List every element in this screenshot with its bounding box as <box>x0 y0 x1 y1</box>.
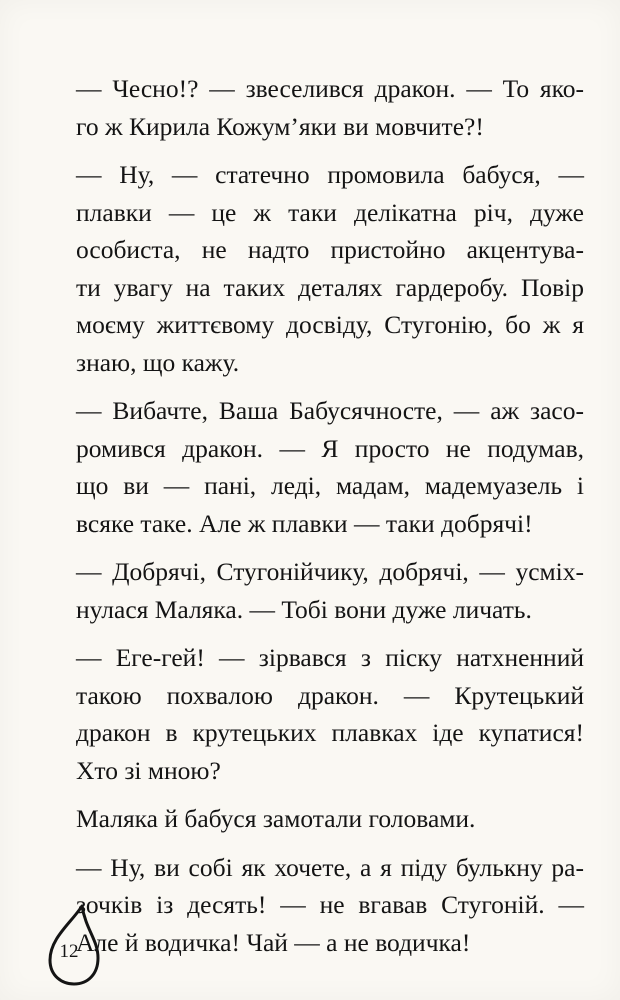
page-number: 12 <box>59 941 79 962</box>
text-line: знаю, що кажу. <box>76 347 240 377</box>
text-line: Але й водичка! Чай — а не водичка! <box>76 927 471 957</box>
body-text <box>76 70 584 972</box>
text-line: ти увагу на таких деталях гардеробу. Повір <box>76 272 584 302</box>
text-line: — Добрячі, Стугонійчику, добрячі, — усміх- <box>76 557 584 586</box>
paragraph-1 <box>76 70 584 145</box>
paragraph-2 <box>76 156 584 381</box>
text-line: — Еге-гей! — зірвався з піску натхненний <box>76 643 584 672</box>
text-line: го ж Кирила Кожум’яки ви мовчите?! <box>76 111 484 141</box>
text-line: Маляка й бабуся замотали головами. <box>76 804 476 833</box>
text-line: дракон в крутецьких плавках іде купатися! <box>76 718 584 747</box>
text-line: Хто зі мною? <box>76 755 221 785</box>
paragraph-6 <box>76 800 584 838</box>
paragraph-7 <box>76 849 584 962</box>
text-line: зочків із десять! — не вгавав Стугоній. — <box>76 890 584 919</box>
text-line: що ви — пані, леді, мадам, мадемуазель і <box>76 471 584 500</box>
text-line: — Ну, — статечно промовила бабуся, — <box>76 160 584 189</box>
text-line: плавки — це ж таки делікатна річ, дуже <box>76 197 584 227</box>
text-line: особиста, не надто пристойно акцентува- <box>76 235 584 264</box>
text-line: всяке таке. Але ж плавки — таки добрячі! <box>76 508 533 538</box>
text-line: — Чесно!? — звеселився дракон. — То яко- <box>76 74 584 103</box>
text-line: — Ну, ви собі як хочете, а я піду булькну ра- <box>76 852 584 882</box>
text-line: такою похвалою дракон. — Крутецький <box>76 680 584 710</box>
text-line: моєму життєвому досвіду, Стугонію, бо ж я <box>76 310 584 339</box>
paragraph-3 <box>76 392 584 542</box>
text-line: — Вибачте, Ваша Бабусячносте, — аж засо- <box>76 396 584 425</box>
text-line: нулася Маляка. — Тобі вони дуже личать. <box>76 594 532 624</box>
paragraph-4 <box>76 553 584 628</box>
text-line: ромився дракон. — Я просто не подумав, <box>76 433 584 463</box>
paragraph-5 <box>76 639 584 789</box>
